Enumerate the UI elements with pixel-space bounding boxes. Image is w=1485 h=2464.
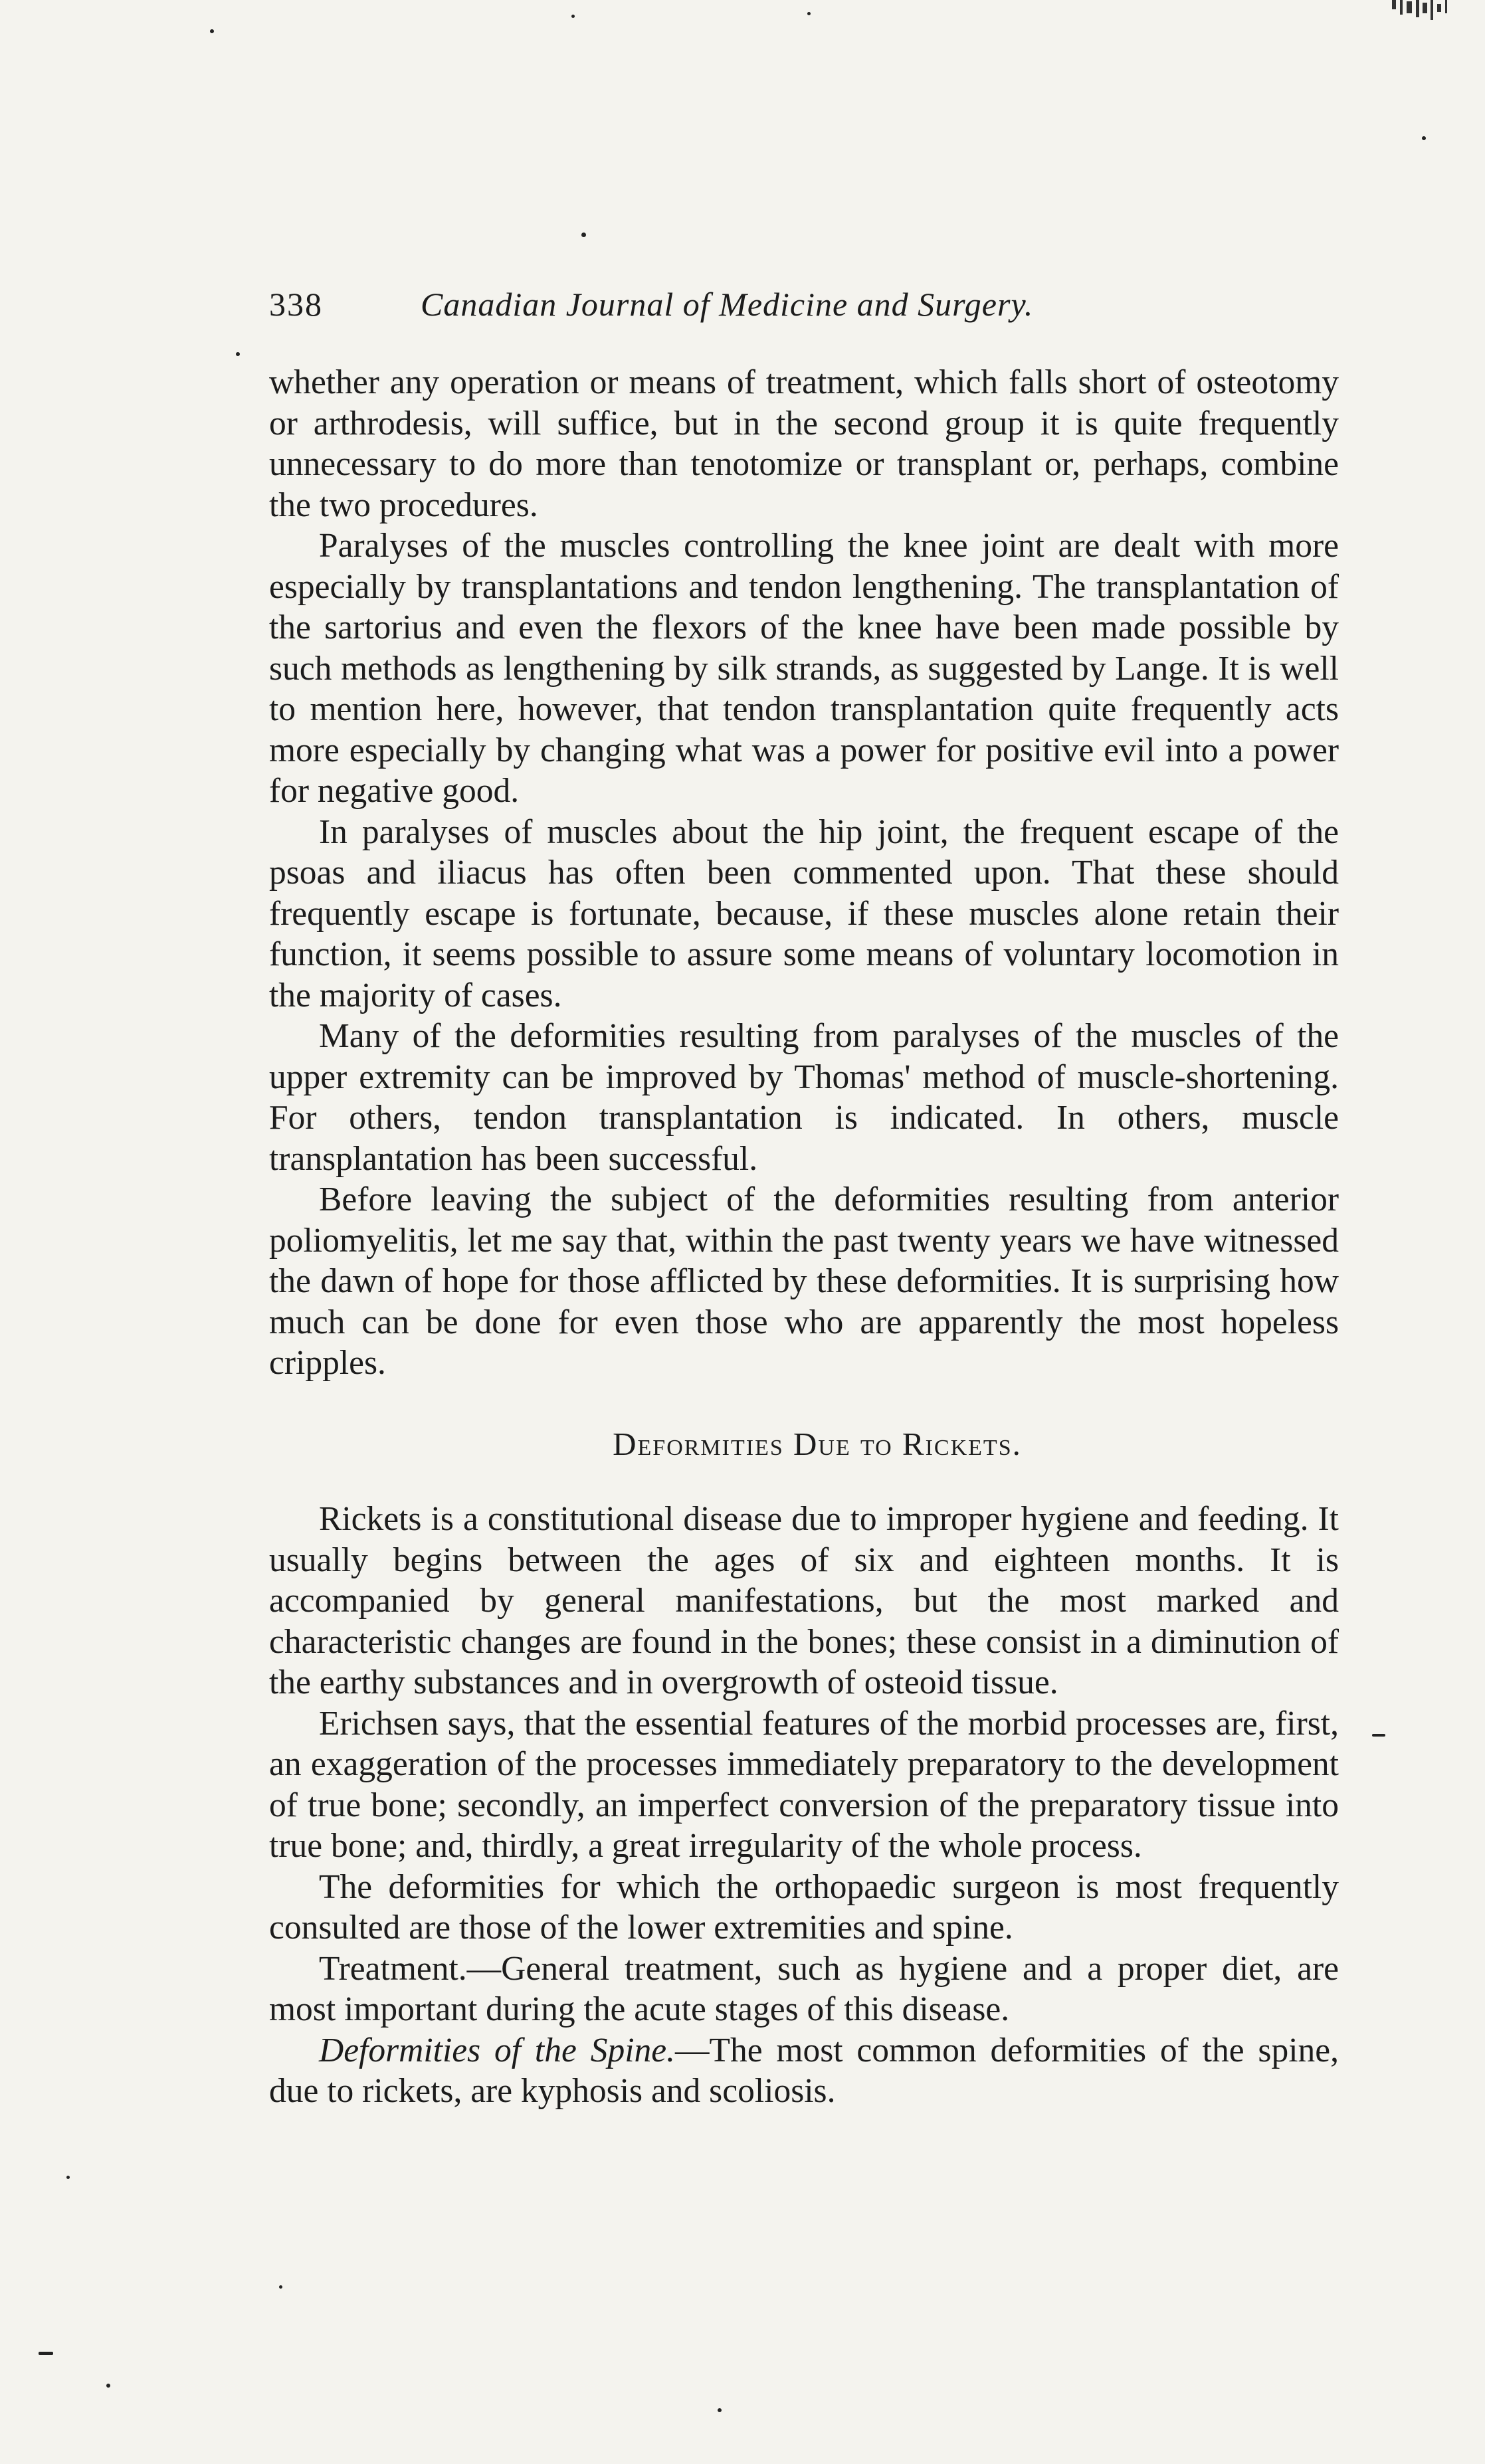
- paragraph-erichsen: Erichsen says, that the essential features of the morbid processes are, first, an exaggeration of the processes immediately preparatory to the development of true bone; secondly, an imperfect conversion of the preparatory tissue into true bone; and, thirdly, a great irregularity of the whole process.: [269, 1704, 1339, 1865]
- running-header: [269, 278, 1345, 331]
- paragraph-knee-joint: Paralyses of the muscles controlling the knee joint are dealt with more especially by transplantations and tendon lengthening. The transplantation of the sartorius and even the flexors of the knee have been made possible by such methods as lengthening by silk strands, as suggested by Lange. It is well to mention here, however, that tendon transplantation quite frequently acts more especially by changing what was a power for positive evil into a power for negative good.: [269, 527, 1339, 810]
- scan-speck: [571, 15, 575, 18]
- scan-speck: [39, 2352, 53, 2355]
- scan-speck: [1372, 1734, 1385, 1737]
- scan-speck: [279, 2285, 282, 2289]
- paragraph-continued: whether any operation or means of treatment, which falls short of osteotomy or arthrodesis, will suffice, but in the second group it is quite frequently unnecessary to do more than tenotomize or transplant or, perhaps, combine the two procedures.: [269, 363, 1339, 524]
- scan-speck: [718, 2408, 722, 2412]
- journal-title: Canadian Journal of Medicine and Surgery.: [421, 286, 1034, 323]
- paragraph-upper-extremity: Many of the deformities resulting from paralyses of the muscles of the upper extremity can be improved by Thomas' method of muscle-shortening. For others, tendon transplantation is indicated. In others, muscle transplantation has been successful.: [269, 1017, 1339, 1178]
- scan-speck: [807, 12, 811, 15]
- scan-speck: [236, 352, 240, 356]
- paragraph-poliomyelitis-summary: Before leaving the subject of the deformities resulting from anterior poliomyelitis, let me say that, within the past twenty years we have witnessed the dawn of hope for those afflicted by these deformities. It is surprising how much can be done for even those who are apparently the most hopeless cripples.: [269, 1181, 1339, 1382]
- scan-speck: [210, 29, 214, 33]
- page-number: 338: [269, 286, 323, 323]
- paragraph-orthopaedic-deformities: The deformities for which the orthopaedic surgeon is most frequently consulted are those of the lower extremities and spine.: [269, 1867, 1339, 1946]
- section-heading-rickets: Deformities Due to Rickets.: [613, 1425, 1022, 1462]
- article-body: [269, 362, 1339, 2112]
- scan-speck: [581, 233, 586, 237]
- scan-speck: [1422, 136, 1426, 140]
- paragraph-spine-deformities: [269, 2030, 1339, 2112]
- scan-noise-corner: [1365, 0, 1465, 40]
- paragraph-rickets-definition: Rickets is a constitutional disease due to improper hygiene and feeding. It usually begins between the ages of six and eighteen months. It is accompanied by general manifestations, but the most marked and characteristic changes are found in the bones; these consist in a diminution of the earthy substances and in overgrowth of osteoid tissue.: [269, 1500, 1339, 1701]
- paragraph-treatment: Treatment.—General treatment, such as hygiene and a proper diet, are most important during the acute stages of this disease.: [269, 1949, 1339, 2028]
- scan-speck: [106, 2384, 110, 2388]
- paragraph-hip-joint: In paralyses of muscles about the hip joint, the frequent escape of the psoas and iliacus has often been commented upon. That these should frequently escape is fortunate, because, if these muscles alone retain their function, it seems possible to assure some means of voluntary locomotion in the majority of cases.: [269, 812, 1339, 1014]
- spine-deformities-text: —The most common deformities of the spine, due to rickets, are kyphosis and scoliosis.: [269, 2031, 1339, 2110]
- scan-speck: [66, 2176, 70, 2179]
- spine-deformities-lead: Deformities of the Spine.: [319, 2031, 675, 2069]
